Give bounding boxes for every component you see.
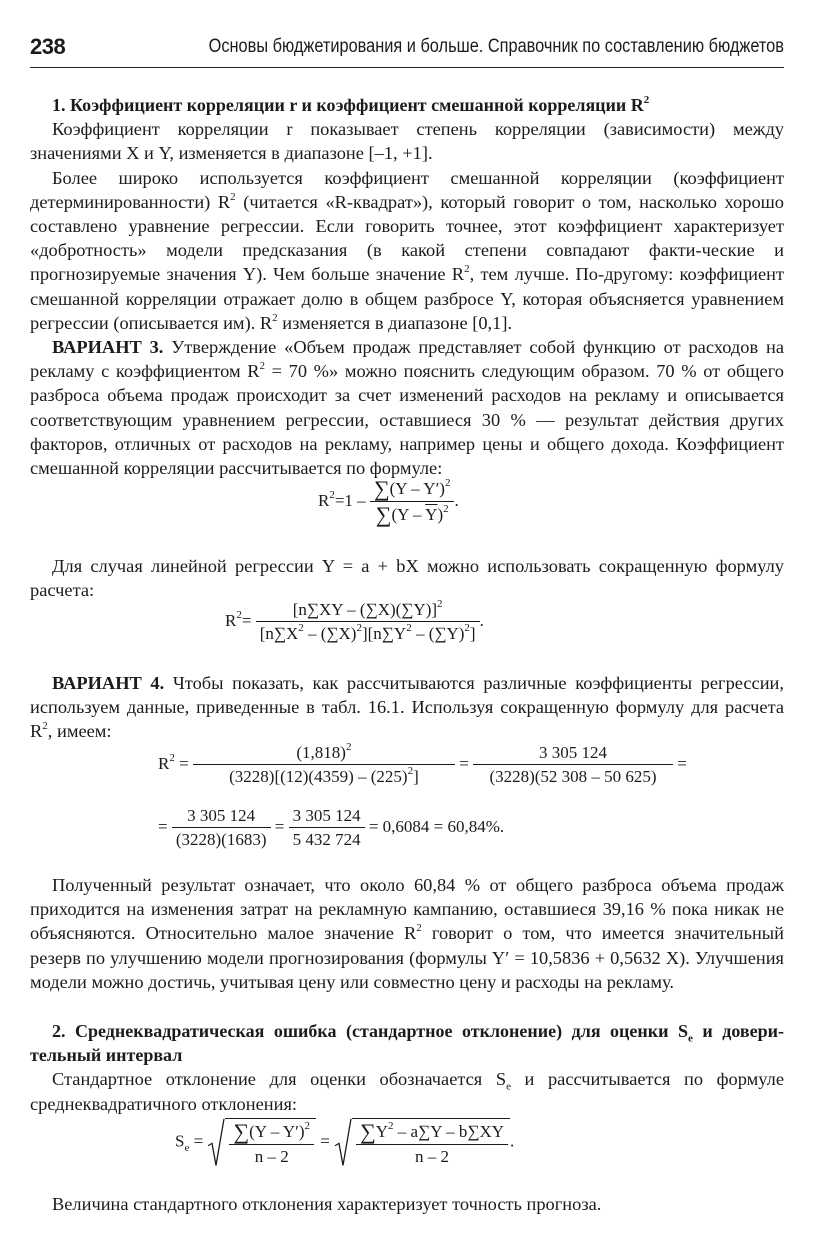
formula-standard-error: $S_e$ = $\frac{\sum(Y - Y')^2}{n - 2}$ = $\frac{\sum Y^2 - a\sum Y - b\sum XY}{n - 2}$ . [175,1119,515,1166]
formula-r-squared-short: $R^2=$ $\frac{[n\sum XY - (\sum X)(\sum Y)]^2}{[n\sum X^2 - (\sum X)^2][n\sum Y^2 - (\sum Y)^2]}$ . [225,598,484,643]
running-header [30,34,784,64]
section-1-body [30,93,784,480]
paragraph-variant-4: ВАРИАНТ 4. Чтобы показать, как рассчитываются различные коэффициенты регрессии, используем данные, приведенные в табл. 16.1. Используя сокращенную формулу для расчета $R^2$, имеем: [30,673,785,742]
paragraph-standard-deviation: Стандартное отклонение для оценки обозначается $S_e$ и рассчитывается по формуле среднеквадратичного отклонения: [30,1069,784,1114]
header-rule [30,67,784,68]
page-number: 238 [30,34,66,59]
variant-4-text [30,671,784,744]
linear-regression-text [30,554,784,602]
formula-calculation-step-1: $R^2$ = $\frac{(1,818)^2}{(3228)[(12)(4359) - (225)^2]}$ = $\frac{3 305 124}{(3228)(52 308 - 50 625)}$ = [158,741,687,786]
paragraph-correlation-r: Коэффициент корреляции r показывает степень корреляции (зависимости) между значениями X и Y, изменяется в диапазоне [–1, +1]. [30,119,784,164]
paragraph-closing: Величина стандартного отклонения характеризует точность прогноза. [52,1194,602,1214]
formula-calculation-step-2: = $\frac{3 305 124}{(3228)(1683)}$ = $\frac{3 305 124}{5 432 724}$ = 0,6084 = 60,84%. [158,806,505,849]
paragraph-variant-3: ВАРИАНТ 3. Утверждение «Объем продаж представляет собой функцию от расходов на рекламу с коэффициентом $R^2 = 70$ %» можно пояснить следующим образом. 70 % от общего разброса объема продаж происходит за счет изменений расходов на рекламу и описывается соответствующим уравнением регрессии, оставшиеся 30 % — результат действия других факторов, отличных от расходов на рекламу, например цены и общего дохода. Коэффициент смешанной корреляции рассчитывается по формуле: [30,337,784,479]
paragraph-r-squared: Более широко используется коэффициент смешанной корреляции (коэффициент детерминированности) $R^2$ (читается «R-квадрат»), который говорит о том, насколько хорошо составлено уравнение регрессии. Если говорить точнее, этот коэффициент характеризует «добротность» модели предсказания (в какой степени совпадают факти-ческие и прогнозируемые значения Y). Чем больше значение $R^2$, тем лучше. По-другому: коэффициент смешанной корреляции отражает долю в общем разбросе Y, которая объясняется уравнением регрессии (описывается им). $R^2$ изменяется в диапазоне [0,1]. [30,167,785,333]
section-1-title: 1. Коэффициент корреляции r и коэффициент смешанной корреляции $R^2$ [52,94,650,115]
paragraph-linear-regression: Для случая линейной регрессии Y = a + bX можно использовать сокращенную формулу расчета: [30,556,784,601]
result-text [30,873,784,994]
closing-text [30,1192,784,1216]
paragraph-result: Полученный результат означает, что около 60,84 % от общего разброса объема продаж приходится на изменения затрат на рекламную кампанию, оставшиеся 39,16 % пока никак не объясняются. Относительно малое значение $R^2$ говорит о том, что имеется значительный резерв по улучшению модели прогнозирования (формулы Y′ = 10,5836 + 0,5632 X). Улучшения модели можно достичь, учитывая цену или совместно цену и расходы на рекламу. [30,875,784,992]
section-2-title: 2. Среднеквадратическая ошибка (стандартное отклонение) для оценки $S_e$ и довери-тельный интервал [30,1021,784,1066]
square-root-sign: $\frac{\sum(Y - Y')^2}{n - 2}$ [207,1118,316,1167]
running-title: Основы бюджетирования и больше. Справочник по составлению бюджетов [208,36,784,57]
book-page [30,0,784,1253]
square-root-sign-2: $\frac{\sum Y^2 - a\sum Y - b\sum XY}{n - 2}$ [334,1118,510,1167]
section-2-body [30,1019,784,1116]
formula-r-squared: $R^2=1$ – $\frac{\sum(Y - Y')^2}{\sum(Y - \overline{Y})^2}$ . [318,476,459,527]
